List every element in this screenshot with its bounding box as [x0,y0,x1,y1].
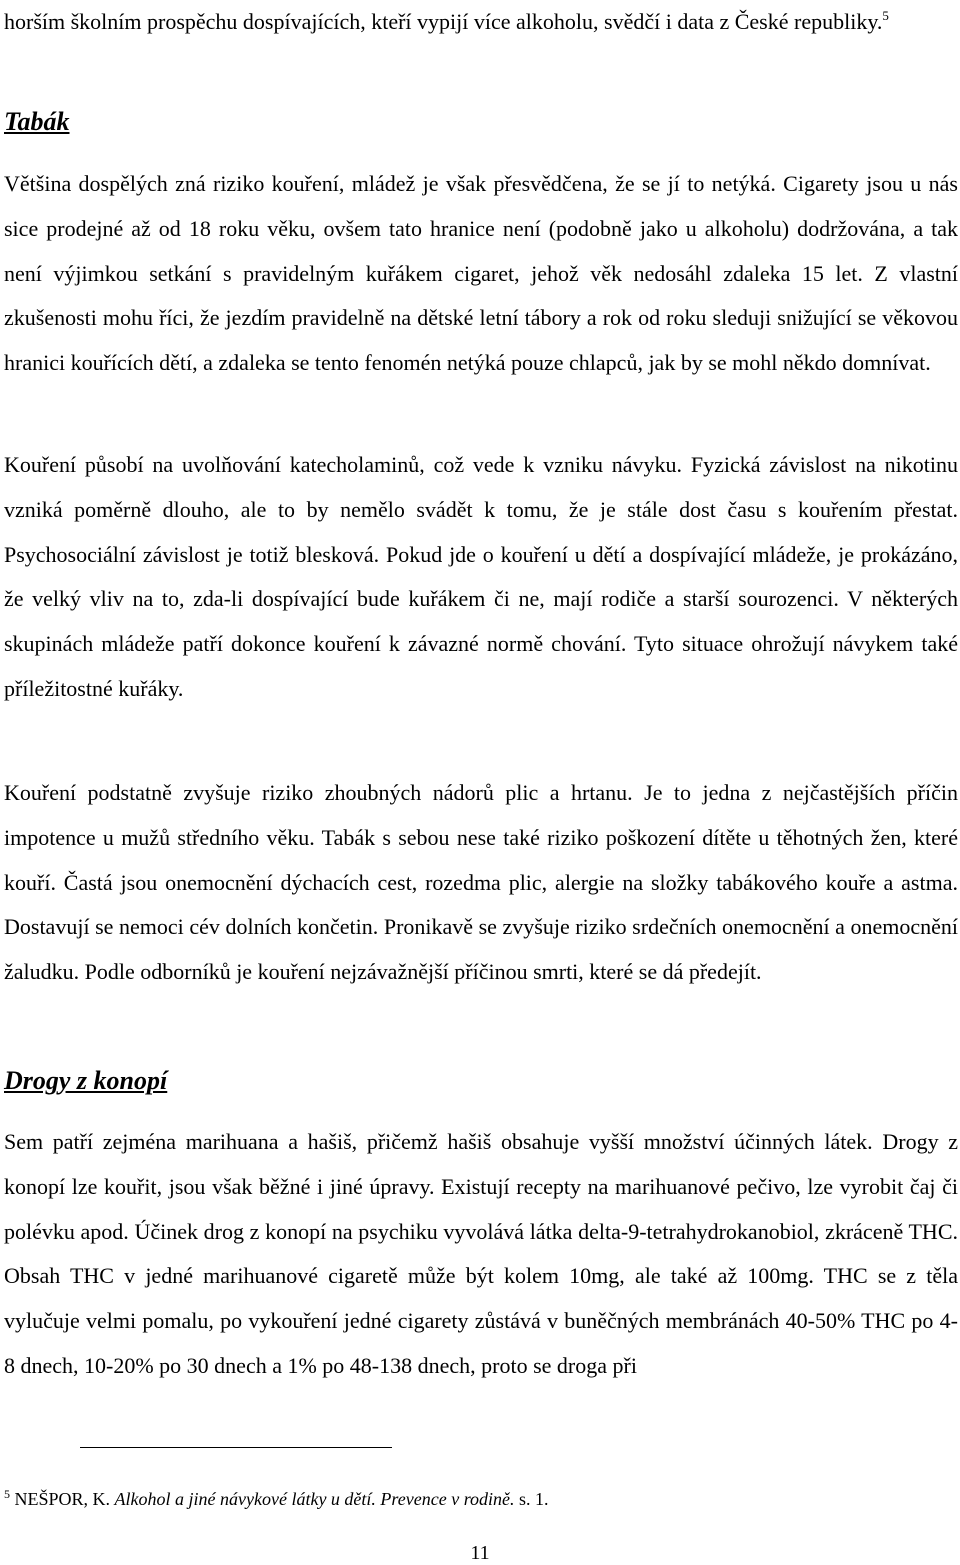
footnote-author: NEŠPOR, K. [14,1489,111,1509]
paragraph-intro-continuation [4,0,889,45]
page-number: 11 [470,1542,490,1564]
paragraph-text: horším školním prospěchu dospívajících, kteří vypijí více alkoholu, svědčí i data z České republiky. [4,9,883,34]
section-heading-drogy-z-konopi: Drogy z konopí [4,1066,168,1095]
paragraph-smoking-risks: Kouření podstatně zvyšuje riziko zhoubných nádorů plic a hrtanu. Je to jedna z nejčastějších příčin impotence u mužů středního věku. Tabák s sebou nese také riziko poškození dítěte u těhotných žen, které kouří. Častá jsou onemocnění dýchacích cest, rozedma plic, alergie na složky tabákového kouře a astma. Dostavují se nemoci cév dolních končetin. Pronikavě se zvyšuje riziko srdečních onemocnění a onemocnění žaludku. Podle odborníků je kouření nejzávažnější příčinou smrti, které se dá předejít. [4,780,958,985]
footnote-title: Alkohol a jiné návykové látky u dětí. Prevence v rodině. [114,1489,515,1509]
footnote-pages: s. 1. [519,1489,549,1509]
paragraph-smoking-addiction: Kouření působí na uvolňování katecholaminů, což vede k vzniku návyku. Fyzická závislost na nikotinu vzniká poměrně dlouho, ale to by nemělo svádět k tomu, že je stále dost času s kouřením přestat. Psychosociální závislost je totiž blesková. Pokud jde o kouření u dětí a dospívající mládeže, je prokázáno, že velký vliv na to, zda-li dospívající bude kuřákem či ne, mají rodiče a starší sourozenci. V některých skupinách mládeže patří dokonce kouření k závazné normě chování. Tyto situace ohrožují návykem také příležitostné kuřáky. [4,452,958,701]
paragraph-smoking-age: Většina dospělých zná riziko kouření, mládež je však přesvědčena, že se jí to netýká. Cigarety jsou u nás sice prodejné až od 18 roku věku, ovšem tato hranice není (podobně jako u alkoholu) dodržována, a tak není výjimkou setkání s pravidelným kuřákem cigaret, jehož věk nedosáhl zdaleka 15 let. Z vlastní zkušenosti mohu říci, že jezdím pravidelně na dětské letní tábory a rok od roku sleduji snižující se věkovou hranici kouřících dětí, a zdaleka se tento fenomén netýká pouze chlapců, jak by se mohl někdo domnívat. [4,171,958,376]
footnote [4,1486,549,1512]
footnote-number: 5 [4,1487,10,1501]
section-heading-tabak: Tabák [4,107,70,136]
footnote-reference[interactable]: 5 [882,8,889,23]
paragraph-cannabis: Sem patří zejména marihuana a hašiš, přičemž hašiš obsahuje vyšší množství účinných látek. Drogy z konopí lze kouřit, jsou však běžné i jiné úpravy. Existují recepty na marihuanové pečivo, lze vyrobit čaj či polévku apod. Účinek drog z konopí na psychiku vyvolává látka delta-9-tetrahydrokanobiol, zkráceně THC. Obsah THC v jedné marihuanové cigaretě může být kolem 10mg, ale také až 100mg. THC se z těla vylučuje velmi pomalu, po vykouření jedné cigarety zůstává v buněčných membránách 40-50% THC po 4-8 dnech, 10-20% po 30 dnech a 1% po 48-138 dnech, proto se droga při [4,1129,958,1378]
footnote-separator [80,1447,392,1448]
